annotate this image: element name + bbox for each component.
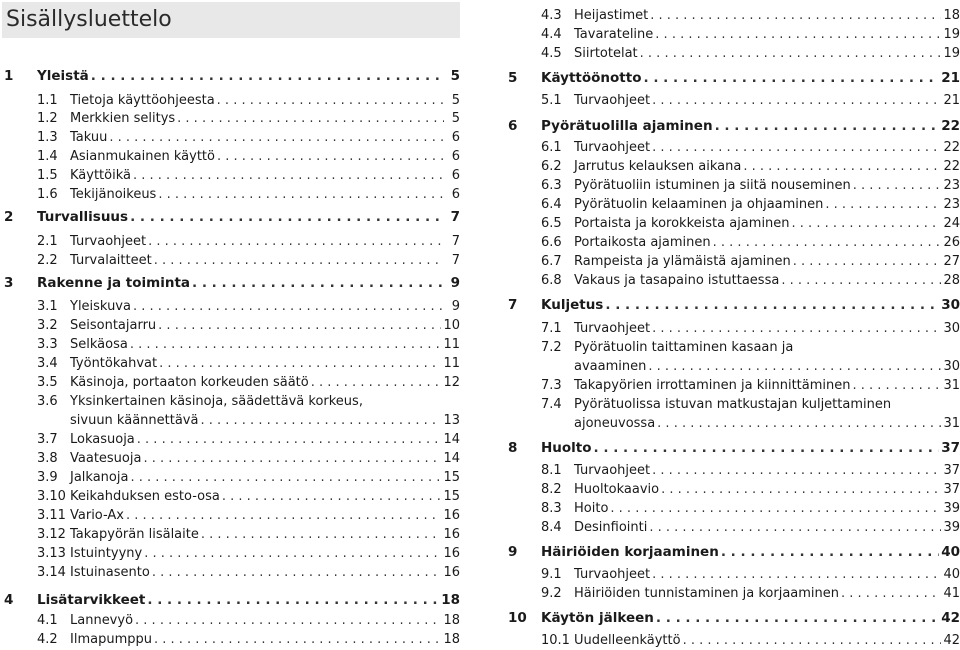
leader-dots — [610, 501, 941, 517]
page-number: 10 — [443, 318, 460, 333]
entry-number: 2 — [4, 209, 14, 225]
leader-dots — [853, 178, 942, 194]
toc-section-entry[interactable] — [508, 501, 960, 517]
toc-section-entry[interactable] — [508, 520, 960, 536]
entry-title: Turvaohjeet — [574, 567, 651, 582]
toc-chapter-entry[interactable] — [4, 68, 460, 84]
entry-title: Yleiskuva — [70, 299, 131, 314]
leader-dots — [158, 187, 444, 203]
leader-dots — [109, 130, 444, 146]
entry-number: 5 — [508, 70, 518, 86]
entry-title: sivuun käännettävä — [70, 413, 199, 428]
entry-title: Asianmukainen käyttö — [70, 149, 215, 164]
entry-title: Istuintyyny — [70, 546, 143, 561]
leader-dots — [217, 149, 444, 165]
toc-section-entry[interactable] — [4, 613, 460, 629]
entry-number: 3.6 — [37, 394, 58, 409]
toc-section-entry[interactable] — [4, 527, 460, 543]
leader-dots — [222, 489, 442, 505]
leader-dots — [657, 416, 941, 432]
page-number: 41 — [943, 586, 960, 601]
toc-section-entry[interactable] — [4, 168, 460, 184]
entry-title: Seisontajarru — [70, 318, 157, 333]
leader-dots — [311, 375, 442, 391]
page-number: 15 — [443, 489, 460, 504]
entry-title: Tekijänoikeus — [70, 187, 157, 202]
entry-title: Työntökahvat — [70, 356, 158, 371]
entry-number: 3.9 — [37, 470, 58, 485]
toc-section-entry[interactable] — [4, 546, 460, 562]
entry-number: 3.7 — [37, 432, 58, 447]
toc-section-entry[interactable] — [4, 508, 460, 524]
page-number: 28 — [943, 273, 960, 288]
page-number: 11 — [443, 337, 460, 352]
leader-dots — [825, 197, 941, 213]
entry-number: 1 — [4, 68, 14, 84]
leader-dots — [158, 318, 441, 334]
page-number: 22 — [943, 140, 960, 155]
page-number: 23 — [943, 197, 960, 212]
leader-dots — [91, 68, 444, 84]
leader-dots — [792, 216, 942, 232]
entry-number: 3.12 — [37, 527, 66, 542]
entry-number: 4.1 — [37, 613, 58, 628]
entry-title: Istuinasento — [70, 565, 150, 580]
toc-section-entry[interactable] — [4, 489, 460, 505]
entry-title: Desinfiointi — [574, 520, 648, 535]
leader-dots — [853, 378, 942, 394]
entry-title: Käyttöönotto — [541, 70, 642, 86]
toc-section-entry[interactable] — [508, 216, 960, 232]
page-number: 22 — [941, 118, 960, 134]
page-number: 31 — [943, 378, 960, 393]
toc-chapter-entry[interactable] — [4, 209, 460, 225]
entry-title: Uudelleenkäyttö — [574, 633, 681, 648]
entry-number: 10 — [508, 610, 527, 626]
toc-section-entry[interactable] — [4, 187, 460, 203]
entry-number: 8 — [508, 440, 518, 456]
page-number: 26 — [943, 235, 960, 250]
toc-section-entry[interactable] — [4, 470, 460, 486]
toc-section-entry[interactable] — [508, 159, 960, 175]
entry-number: 3.5 — [37, 375, 58, 390]
entry-title: Turvaohjeet — [574, 321, 651, 336]
leader-dots — [201, 527, 442, 543]
leader-dots — [683, 633, 942, 649]
page-number: 6 — [451, 187, 460, 202]
entry-title: Lisätarvikkeet — [37, 592, 146, 608]
leader-dots — [133, 168, 444, 184]
toc-section-entry[interactable] — [4, 234, 460, 250]
leader-dots — [154, 632, 441, 648]
leader-dots — [135, 613, 441, 629]
page-number: 7 — [451, 234, 460, 249]
page-number: 5 — [451, 111, 460, 126]
entry-title: Vario-Ax — [70, 508, 124, 523]
entry-number: 6.4 — [541, 197, 562, 212]
entry-title: Takuu — [70, 130, 108, 145]
entry-title: Selkäosa — [70, 337, 128, 352]
entry-number: 3.8 — [37, 451, 58, 466]
leader-dots — [793, 254, 942, 270]
entry-title: Turvalaitteet — [70, 253, 152, 268]
page-number: 31 — [943, 416, 960, 431]
page-number: 39 — [943, 520, 960, 535]
entry-number: 4.5 — [541, 46, 562, 61]
toc-entry-continuation[interactable] — [508, 359, 960, 375]
toc-section-entry[interactable] — [508, 273, 960, 289]
entry-title: Portaikosta ajaminen — [574, 235, 711, 250]
toc-section-entry[interactable] — [4, 394, 460, 410]
leader-dots — [713, 235, 942, 251]
entry-number: 9.1 — [541, 567, 562, 582]
leader-dots — [643, 70, 939, 86]
toc-chapter-entry[interactable] — [4, 592, 460, 608]
leader-dots — [640, 46, 942, 62]
entry-number: 3.1 — [37, 299, 58, 314]
leader-dots — [652, 321, 941, 337]
entry-number: 7.2 — [541, 340, 562, 355]
entry-number: 3.2 — [37, 318, 58, 333]
entry-number: 10.1 — [541, 633, 570, 648]
entry-title: avaaminen — [574, 359, 647, 374]
page-number: 15 — [443, 470, 460, 485]
entry-title: Pyörätuolin taittaminen kasaan ja — [574, 340, 794, 355]
toc-chapter-entry[interactable] — [508, 610, 960, 626]
page-number: 9 — [450, 275, 460, 291]
page-number: 7 — [450, 209, 460, 225]
entry-title: Keikahduksen esto-osa — [70, 489, 220, 504]
leader-dots — [652, 93, 941, 109]
page-number: 14 — [443, 451, 460, 466]
toc-section-entry[interactable] — [508, 178, 960, 194]
entry-number: 6.6 — [541, 235, 562, 250]
leader-dots — [200, 413, 441, 429]
entry-number: 7 — [508, 297, 518, 313]
leader-dots — [781, 273, 941, 289]
toc-section-entry[interactable] — [4, 632, 460, 648]
page-number: 21 — [943, 93, 960, 108]
leader-dots — [177, 111, 444, 127]
page-number: 39 — [943, 501, 960, 516]
leader-dots — [217, 93, 444, 109]
leader-dots — [137, 432, 442, 448]
entry-title: Huoltokaavio — [574, 482, 660, 497]
entry-title: Kuljetus — [541, 297, 604, 313]
entry-title: Yksinkertainen käsinoja, säädettävä korkeus, — [70, 394, 363, 409]
page-number: 42 — [941, 610, 960, 626]
toc-section-entry[interactable] — [4, 432, 460, 448]
entry-title: Vakaus ja tasapaino istuttaessa — [574, 273, 780, 288]
entry-number: 7.4 — [541, 397, 562, 412]
leader-dots — [841, 586, 941, 602]
leader-dots — [143, 451, 441, 467]
toc-section-entry[interactable] — [508, 567, 960, 583]
page-number: 37 — [943, 482, 960, 497]
toc-section-entry[interactable] — [508, 633, 960, 649]
page-number: 42 — [943, 633, 960, 648]
entry-title: Pyörätuoliin istuminen ja siitä nouseminen — [574, 178, 851, 193]
toc-section-entry[interactable] — [508, 482, 960, 498]
entry-title: Turvaohjeet — [574, 140, 651, 155]
page-number: 14 — [443, 432, 460, 447]
leader-dots — [130, 209, 444, 225]
toc-section-entry[interactable] — [4, 451, 460, 467]
leader-dots — [652, 140, 941, 156]
toc-section-entry[interactable] — [4, 318, 460, 334]
toc-section-entry[interactable] — [508, 378, 960, 394]
toc-section-entry[interactable] — [4, 299, 460, 315]
entry-title: Heijastimet — [574, 8, 649, 23]
entry-number: 6.3 — [541, 178, 562, 193]
page-number: 30 — [943, 321, 960, 336]
leader-dots — [649, 520, 941, 536]
page-number: 18 — [943, 8, 960, 23]
entry-title: Vaatesuoja — [70, 451, 142, 466]
entry-title: Turvaohjeet — [574, 93, 651, 108]
page-number: 19 — [943, 46, 960, 61]
leader-dots — [605, 297, 939, 313]
entry-number: 8.4 — [541, 520, 562, 535]
page-number: 22 — [943, 159, 960, 174]
entry-title: Turvaohjeet — [70, 234, 147, 249]
entry-number: 3.3 — [37, 337, 58, 352]
entry-number: 1.6 — [37, 187, 58, 202]
toc-section-entry[interactable] — [4, 337, 460, 353]
entry-number: 2.1 — [37, 234, 58, 249]
entry-title: Lokasuoja — [70, 432, 135, 447]
toc-section-entry[interactable] — [508, 463, 960, 479]
page-number: 16 — [443, 565, 460, 580]
entry-number: 4 — [4, 592, 14, 608]
entry-title: Yleistä — [37, 68, 89, 84]
page-number: 9 — [451, 299, 460, 314]
entry-number: 4.2 — [37, 632, 58, 647]
leader-dots — [130, 470, 441, 486]
entry-number: 3.10 — [37, 489, 66, 504]
toc-entry-continuation[interactable] — [508, 416, 960, 432]
page-number: 5 — [451, 93, 460, 108]
toc-section-entry[interactable] — [508, 397, 960, 413]
leader-dots — [154, 253, 444, 269]
entry-number: 6.8 — [541, 273, 562, 288]
entry-title: Käytön jälkeen — [541, 610, 654, 626]
leader-dots — [594, 440, 940, 456]
toc-section-entry[interactable] — [4, 130, 460, 146]
entry-title: Käyttöikä — [70, 168, 131, 183]
toc-section-entry[interactable] — [508, 235, 960, 251]
leader-dots — [147, 592, 439, 608]
page-number: 7 — [451, 253, 460, 268]
entry-title: Käsinoja, portaaton korkeuden säätö — [70, 375, 309, 390]
toc-entry-continuation[interactable] — [4, 413, 460, 429]
toc-section-entry[interactable] — [508, 46, 960, 62]
toc-section-entry[interactable] — [4, 356, 460, 372]
leader-dots — [661, 482, 941, 498]
entry-number: 7.1 — [541, 321, 562, 336]
entry-number: 4.4 — [541, 27, 562, 42]
leader-dots — [655, 27, 941, 43]
page-number: 18 — [443, 632, 460, 647]
entry-number: 6 — [508, 118, 518, 134]
toc-chapter-entry[interactable] — [508, 440, 960, 456]
toc-section-entry[interactable] — [508, 8, 960, 24]
page-number: 6 — [451, 168, 460, 183]
page-number: 21 — [941, 70, 960, 86]
page-number: 18 — [443, 613, 460, 628]
page-number: 30 — [941, 297, 960, 313]
entry-title: Häiriöiden korjaaminen — [541, 544, 719, 560]
page-number: 23 — [943, 178, 960, 193]
entry-number: 9.2 — [541, 586, 562, 601]
page-number: 13 — [443, 413, 460, 428]
page-number: 5 — [450, 68, 460, 84]
leader-dots — [192, 275, 444, 291]
page-number: 11 — [443, 356, 460, 371]
leader-dots — [650, 8, 941, 24]
entry-title: Takapyörien irrottaminen ja kiinnittäminen — [574, 378, 851, 393]
toc-chapter-entry[interactable] — [508, 544, 960, 560]
entry-number: 2.2 — [37, 253, 58, 268]
entry-title: Tavarateline — [574, 27, 654, 42]
leader-dots — [652, 463, 941, 479]
leader-dots — [715, 118, 940, 134]
entry-title: Lannevyö — [70, 613, 134, 628]
toc-section-entry[interactable] — [4, 565, 460, 581]
entry-title: Siirtotelat — [574, 46, 638, 61]
entry-number: 6.2 — [541, 159, 562, 174]
entry-title: Turvaohjeet — [574, 463, 651, 478]
leader-dots — [148, 234, 444, 250]
entry-title: Pyörätuolin kelaaminen ja ohjaaminen — [574, 197, 824, 212]
page-number: 12 — [443, 375, 460, 390]
toc-chapter-entry[interactable] — [4, 275, 460, 291]
entry-number: 7.3 — [541, 378, 562, 393]
leader-dots — [652, 567, 941, 583]
entry-number: 6.1 — [541, 140, 562, 155]
page-title: Sisällysluettelo — [2, 2, 460, 38]
toc-section-entry[interactable] — [508, 586, 960, 602]
toc-section-entry[interactable] — [508, 93, 960, 109]
leader-dots — [656, 610, 939, 626]
toc-section-entry[interactable] — [4, 149, 460, 165]
entry-title: Pyörätuolilla ajaminen — [541, 118, 713, 134]
toc-section-entry[interactable] — [508, 340, 960, 356]
entry-number: 1.5 — [37, 168, 58, 183]
entry-title: Jarrutus kelauksen aikana — [574, 159, 742, 174]
entry-number: 1.3 — [37, 130, 58, 145]
toc-section-entry[interactable] — [508, 27, 960, 43]
page-number: 27 — [943, 254, 960, 269]
page-number: 40 — [941, 544, 960, 560]
page-number: 16 — [443, 527, 460, 542]
page-number: 6 — [451, 130, 460, 145]
page-number: 16 — [443, 508, 460, 523]
entry-number: 6.5 — [541, 216, 562, 231]
toc-section-entry[interactable] — [508, 254, 960, 270]
toc-chapter-entry[interactable] — [508, 118, 960, 134]
toc-section-entry[interactable] — [508, 321, 960, 337]
entry-title: Huolto — [541, 440, 592, 456]
entry-number: 8.3 — [541, 501, 562, 516]
page-number: 16 — [443, 546, 460, 561]
entry-title: ajoneuvossa — [574, 416, 656, 431]
toc-section-entry[interactable] — [4, 111, 460, 127]
entry-title: Tietoja käyttöohjeesta — [70, 93, 215, 108]
entry-number: 4.3 — [541, 8, 562, 23]
page-number: 30 — [943, 359, 960, 374]
page-number: 6 — [451, 149, 460, 164]
toc-section-entry[interactable] — [4, 93, 460, 109]
entry-number: 9 — [508, 544, 518, 560]
leader-dots — [144, 546, 441, 562]
entry-title: Häiriöiden tunnistaminen ja korjaaminen — [574, 586, 840, 601]
page-number: 37 — [943, 463, 960, 478]
entry-number: 8.2 — [541, 482, 562, 497]
entry-number: 8.1 — [541, 463, 562, 478]
entry-title: Turvallisuus — [37, 209, 129, 225]
leader-dots — [743, 159, 941, 175]
entry-number: 1.4 — [37, 149, 58, 164]
entry-number: 3.14 — [37, 565, 66, 580]
leader-dots — [721, 544, 939, 560]
entry-title: Jalkanoja — [70, 470, 129, 485]
leader-dots — [130, 337, 442, 353]
entry-number: 3.11 — [37, 508, 66, 523]
toc-section-entry[interactable] — [4, 253, 460, 269]
entry-title: Hoito — [574, 501, 609, 516]
page-number: 40 — [943, 567, 960, 582]
entry-title: Merkkien selitys — [70, 111, 176, 126]
page-number: 37 — [941, 440, 960, 456]
entry-title: Rakenne ja toiminta — [37, 275, 191, 291]
entry-number: 1.1 — [37, 93, 58, 108]
leader-dots — [152, 565, 442, 581]
page-number: 18 — [441, 592, 460, 608]
entry-number: 3 — [4, 275, 14, 291]
leader-dots — [648, 359, 941, 375]
entry-title: Ilmapumppu — [70, 632, 152, 647]
entry-title: Pyörätuolissa istuvan matkustajan kuljettaminen — [574, 397, 892, 412]
page-number: 24 — [943, 216, 960, 231]
entry-number: 3.13 — [37, 546, 66, 561]
leader-dots — [159, 356, 441, 372]
toc-section-entry[interactable] — [508, 140, 960, 156]
toc-section-entry[interactable] — [4, 375, 460, 391]
entry-number: 5.1 — [541, 93, 562, 108]
entry-number: 3.4 — [37, 356, 58, 371]
leader-dots — [133, 299, 444, 315]
leader-dots — [126, 508, 441, 524]
entry-number: 6.7 — [541, 254, 562, 269]
entry-title: Rampeista ja ylämäistä ajaminen — [574, 254, 791, 269]
toc-section-entry[interactable] — [508, 197, 960, 213]
toc-chapter-entry[interactable] — [508, 297, 960, 313]
entry-title: Portaista ja korokkeista ajaminen — [574, 216, 790, 231]
entry-title: Takapyörän lisälaite — [70, 527, 199, 542]
entry-number: 1.2 — [37, 111, 58, 126]
toc-chapter-entry[interactable] — [508, 70, 960, 86]
page-number: 19 — [943, 27, 960, 42]
